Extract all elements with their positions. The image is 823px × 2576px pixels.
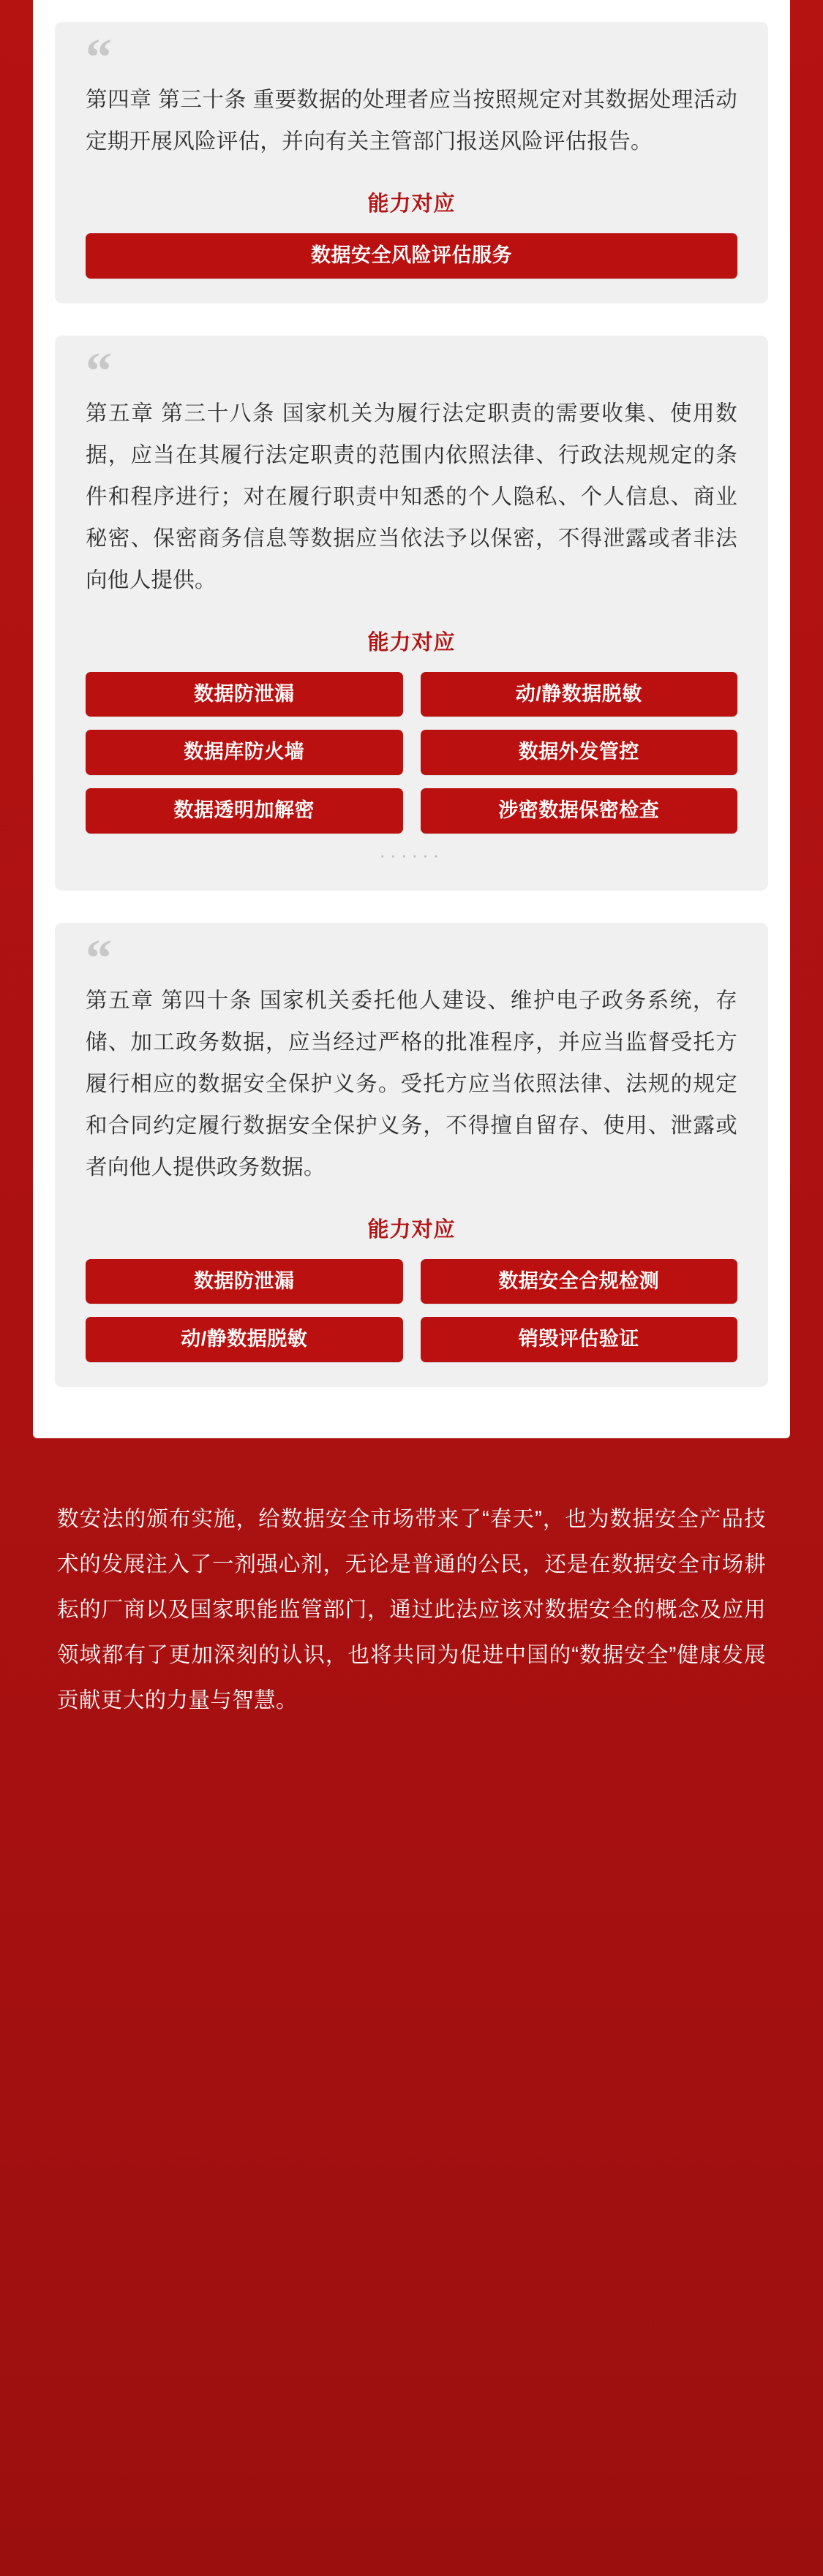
capability-tag-list bbox=[86, 1259, 737, 1362]
capability-tag-list bbox=[86, 233, 737, 279]
quote-mark-icon: “ bbox=[86, 928, 109, 987]
capability-tag[interactable]: 数据安全合规检测 bbox=[421, 1259, 738, 1304]
capability-tag[interactable]: 动/静数据脱敏 bbox=[86, 1317, 403, 1362]
capability-title: 能力对应 bbox=[367, 630, 456, 654]
quote-text: 第五章 第三十八条 国家机关为履行法定职责的需要收集、使用数据，应当在其履行法定职责的范围内依照法律、行政法规规定的条件和程序进行；对在履行职责中知悉的个人隐私、个人信息、商业秘密、保密商务信息等数据应当依法予以保密，不得泄露或者非法向他人提供。 bbox=[86, 401, 737, 592]
capability-tag[interactable]: 数据防泄漏 bbox=[86, 672, 403, 717]
more-indicator: ······ bbox=[379, 843, 444, 866]
capability-tag[interactable]: 数据库防火墙 bbox=[86, 730, 403, 775]
quote-mark-icon: “ bbox=[86, 28, 109, 86]
capability-tag[interactable]: 数据外发管控 bbox=[421, 730, 738, 775]
quote-text: 第五章 第四十条 国家机关委托他人建设、维护电子政务系统，存储、加工政务数据，应当经过严格的批准程序，并应当监督受托方履行相应的数据安全保护义务。受托方应当依照法律、法规的规定和合同约定履行数据安全保护义务，不得擅自留存、使用、泄露或者向他人提供政务数据。 bbox=[86, 988, 737, 1179]
capability-title: 能力对应 bbox=[367, 1217, 456, 1242]
quote-block bbox=[55, 336, 768, 891]
capability-tag[interactable]: 数据透明加解密 bbox=[86, 788, 403, 834]
quote-block bbox=[55, 923, 768, 1387]
closing-paragraph-area bbox=[0, 1497, 823, 1723]
capability-tag[interactable]: 涉密数据保密检查 bbox=[421, 788, 738, 834]
capability-tag[interactable]: 销毁评估验证 bbox=[421, 1317, 738, 1362]
quote-text: 第四章 第三十条 重要数据的处理者应当按照规定对其数据处理活动定期开展风险评估，并向有关主管部门报送风险评估报告。 bbox=[86, 88, 737, 154]
closing-paragraph: 数安法的颁布实施，给数据安全市场带来了“春天”，也为数据安全产品技术的发展注入了一剂强心剂，无论是普通的公民，还是在数据安全市场耕耘的厂商以及国家职能监管部门，通过此法应该对数据安全的概念及应用领域都有了更加深刻的认识，也将共同为促进中国的“数据安全”健康发展贡献更大的力量与智慧。 bbox=[57, 1507, 766, 1712]
capability-tag[interactable]: 数据防泄漏 bbox=[86, 1259, 403, 1304]
content-panel bbox=[33, 0, 790, 1438]
capability-tag[interactable]: 动/静数据脱敏 bbox=[421, 672, 738, 717]
capability-tag[interactable]: 数据安全风险评估服务 bbox=[86, 233, 737, 279]
capability-title: 能力对应 bbox=[367, 192, 456, 216]
capability-tag-list bbox=[86, 672, 737, 834]
quote-block bbox=[55, 22, 768, 303]
quote-mark-icon: “ bbox=[86, 341, 109, 400]
